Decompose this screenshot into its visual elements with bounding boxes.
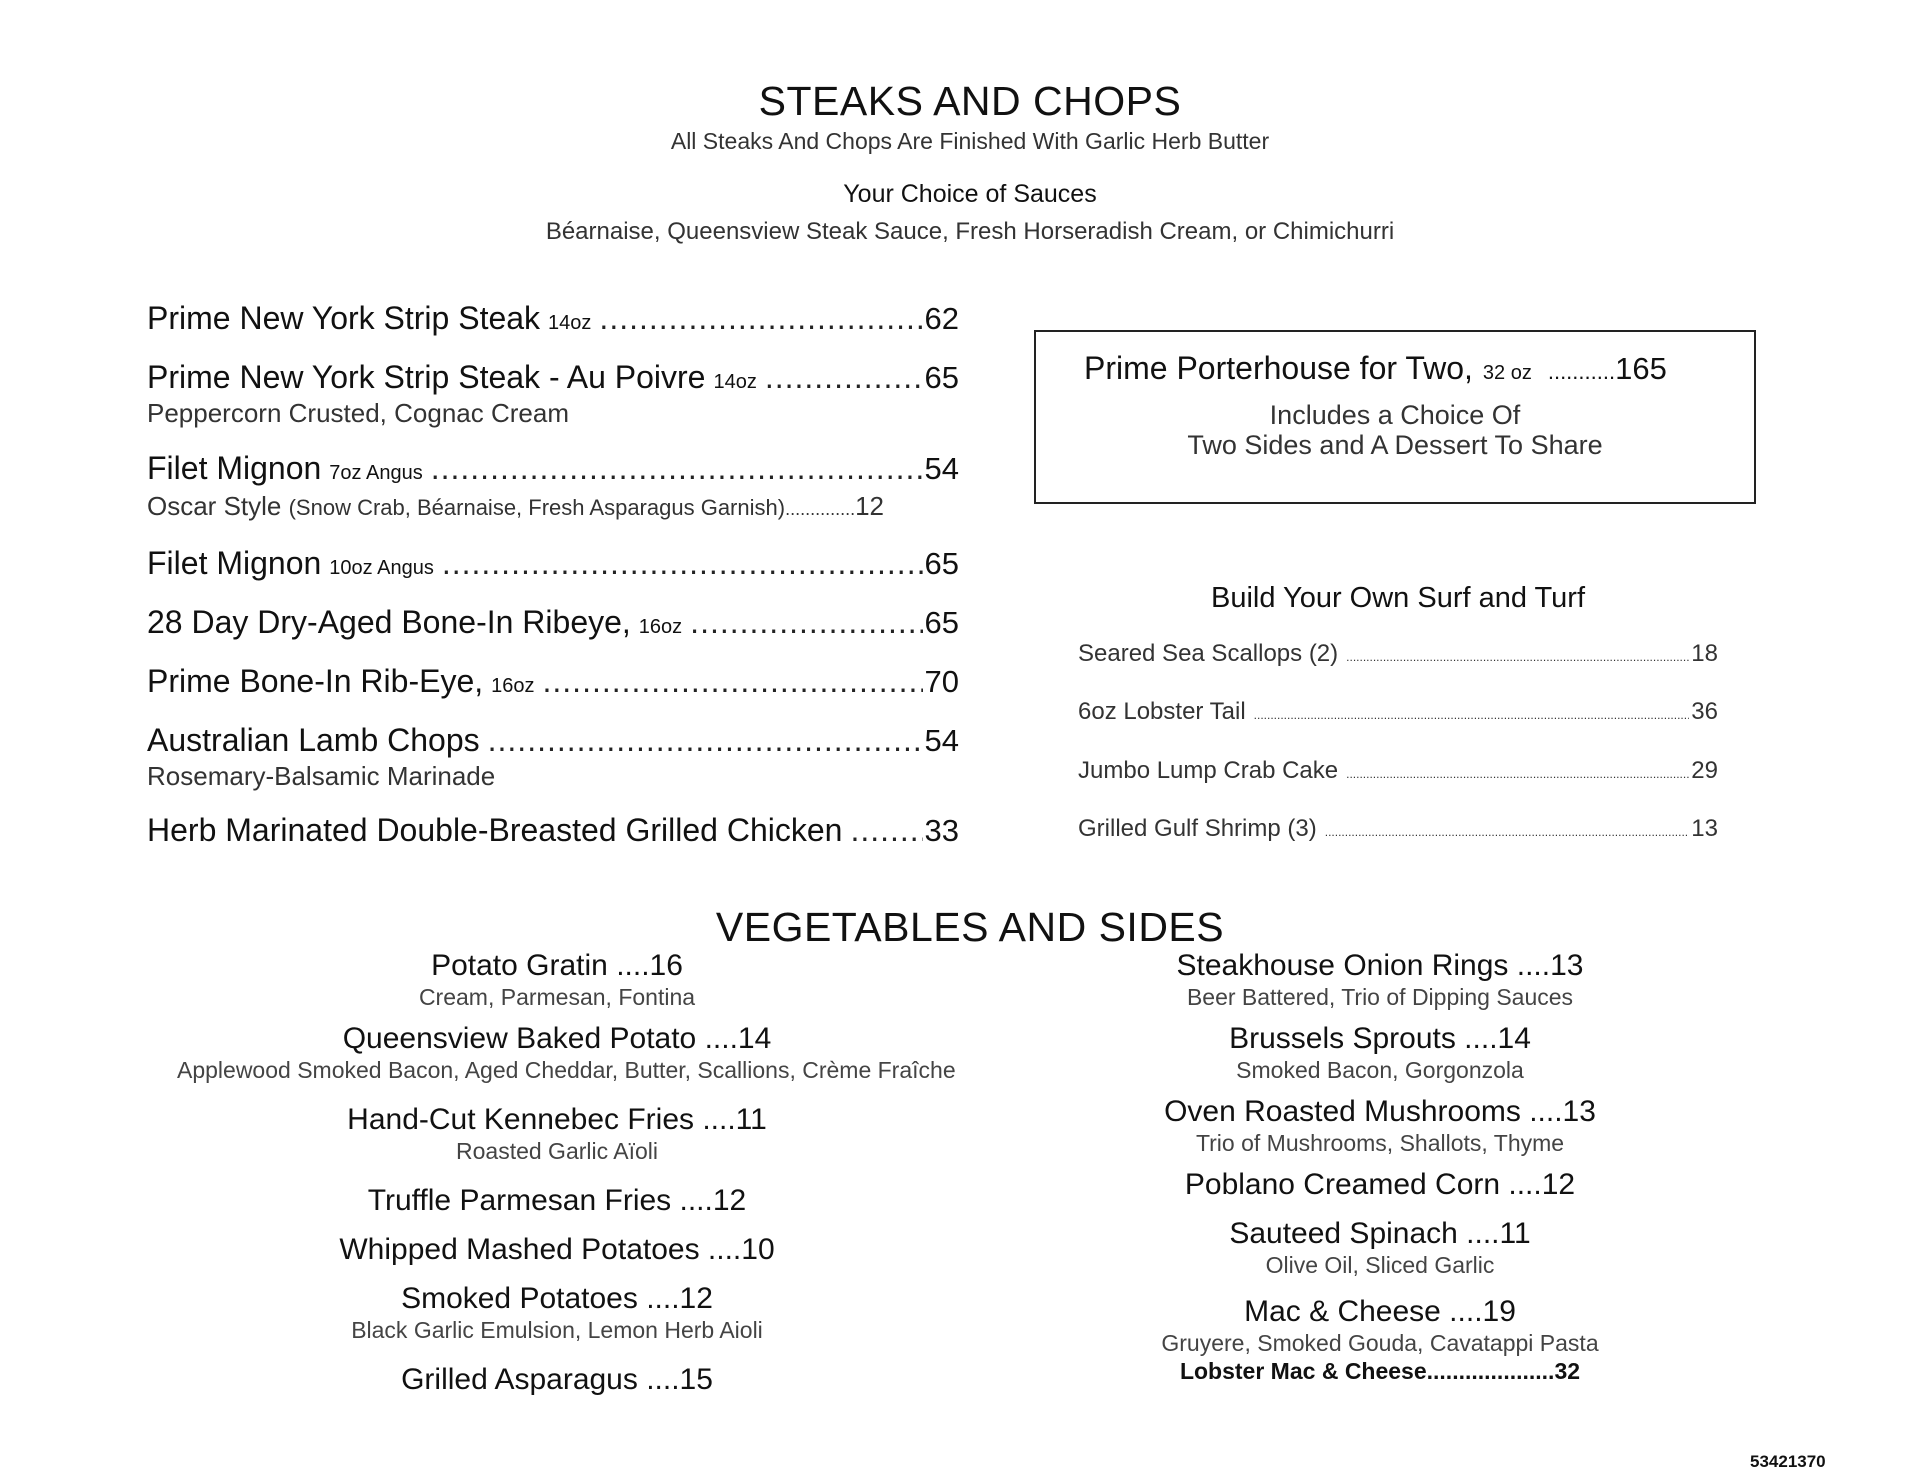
oscar-style-addon <box>147 491 927 522</box>
side-item <box>1000 1095 1760 1157</box>
porterhouse-line <box>1084 350 1667 387</box>
side-description: Olive Oil, Sliced Garlic <box>1265 1252 1495 1278</box>
sauces-heading: Your Choice of Sauces <box>843 180 1097 208</box>
item-price: 18 <box>1691 640 1718 667</box>
side-item <box>1000 1168 1760 1202</box>
item-name: Herb Marinated Double-Breasted Grilled Chicken <box>147 812 843 848</box>
side-description: Roasted Garlic Aïoli <box>456 1138 658 1164</box>
menu-item <box>147 450 959 522</box>
item-name: Australian Lamb Chops <box>147 722 480 758</box>
side-name: Oven Roasted Mushrooms ....13 <box>1164 1095 1596 1128</box>
item-price: 29 <box>1691 757 1718 784</box>
item-size: 14oz <box>713 371 757 393</box>
side-description: Cream, Parmesan, Fontina <box>418 984 696 1010</box>
oscar-detail: (Snow Crab, Béarnaise, Fresh Asparagus Garnish) <box>288 495 786 520</box>
menu-code: 53421370 <box>1750 1452 1826 1471</box>
item-description: Peppercorn Crusted, Cognac Cream <box>147 398 569 428</box>
side-item <box>177 1022 956 1084</box>
item-name: Prime Bone-In Rib-Eye, <box>147 663 484 699</box>
side-addon: Lobster Mac & Cheese....................32 <box>1179 1358 1581 1384</box>
menu-item <box>147 545 959 582</box>
side-item <box>177 1103 937 1165</box>
item-description: Rosemary-Balsamic Marinade <box>147 761 496 791</box>
side-item <box>1000 1217 1760 1279</box>
item-size: 16oz <box>638 616 683 638</box>
side-description: Black Garlic Emulsion, Lemon Herb Aioli <box>351 1317 763 1343</box>
item-price: 54 <box>924 451 959 486</box>
item-price: 65 <box>924 546 959 581</box>
side-description: Beer Battered, Trio of Dipping Sauces <box>1186 984 1574 1010</box>
sides-title: VEGETABLES AND SIDES <box>715 904 1225 950</box>
side-item <box>177 1282 937 1344</box>
item-price: 36 <box>1691 698 1718 725</box>
side-item <box>177 949 937 1011</box>
item-name: Prime New York Strip Steak - Au Poivre <box>147 359 706 395</box>
surf-turf-item <box>1078 815 1718 843</box>
item-price: 70 <box>924 664 959 699</box>
item-price: 54 <box>924 723 959 758</box>
item-size: 7oz Angus <box>329 462 423 484</box>
item-name: Seared Sea Scallops (2) <box>1078 640 1339 667</box>
porterhouse-name: Prime Porterhouse for Two, <box>1084 350 1473 386</box>
porterhouse-dots: ........... <box>1547 359 1616 384</box>
side-item <box>1000 1295 1760 1385</box>
menu-item <box>147 722 959 792</box>
item-name: Filet Mignon <box>147 545 322 581</box>
item-name: Filet Mignon <box>147 450 322 486</box>
side-description: Applewood Smoked Bacon, Aged Cheddar, Butter, Scallions, Crème Fraîche <box>177 1057 956 1083</box>
menu-item <box>147 359 959 429</box>
porterhouse-size: 32 oz <box>1482 362 1532 384</box>
porterhouse-price: 165 <box>1615 351 1667 386</box>
menu-item <box>147 300 959 337</box>
side-name: Smoked Potatoes ....12 <box>401 1282 713 1315</box>
item-name: 6oz Lobster Tail <box>1078 698 1246 725</box>
side-name: Truffle Parmesan Fries ....12 <box>367 1184 747 1217</box>
surf-turf-item <box>1078 757 1718 785</box>
page-subtitle: All Steaks And Chops Are Finished With Garlic Herb Butter <box>670 128 1270 154</box>
item-price: 65 <box>924 360 959 395</box>
side-name: Brussels Sprouts ....14 <box>1229 1022 1531 1055</box>
surf-turf-item <box>1078 640 1718 668</box>
surf-turf-heading: Build Your Own Surf and Turf <box>1211 582 1585 614</box>
side-item <box>177 1233 937 1267</box>
side-item <box>177 1184 937 1218</box>
side-name: Whipped Mashed Potatoes ....10 <box>339 1233 775 1266</box>
side-name: Mac & Cheese ....19 <box>1244 1295 1516 1328</box>
item-price: 33 <box>924 813 959 848</box>
oscar-label: Oscar Style <box>147 491 282 521</box>
sauces-list: Béarnaise, Queensview Steak Sauce, Fresh Horseradish Cream, or Chimichurri <box>545 218 1395 245</box>
item-size: 14oz <box>548 312 592 334</box>
side-item <box>177 1363 937 1397</box>
item-name: 28 Day Dry-Aged Bone-In Ribeye, <box>147 604 631 640</box>
item-price: 13 <box>1691 815 1718 842</box>
side-item <box>1000 1022 1760 1084</box>
side-name: Hand-Cut Kennebec Fries ....11 <box>347 1103 767 1136</box>
item-size: 10oz Angus <box>329 557 434 579</box>
item-name: Jumbo Lump Crab Cake <box>1078 757 1339 784</box>
item-size: 16oz <box>491 675 535 697</box>
side-name: Poblano Creamed Corn ....12 <box>1184 1168 1576 1201</box>
item-name: Prime New York Strip Steak <box>147 300 541 336</box>
porterhouse-desc-line2: Two Sides and A Dessert To Share <box>1187 430 1603 460</box>
item-price: 65 <box>924 605 959 640</box>
menu-item <box>147 812 959 849</box>
surf-turf-item <box>1078 698 1718 726</box>
side-name: Potato Gratin ....16 <box>431 949 683 982</box>
item-name: Grilled Gulf Shrimp (3) <box>1078 815 1317 842</box>
side-name: Steakhouse Onion Rings ....13 <box>1176 949 1584 982</box>
side-name: Grilled Asparagus ....15 <box>401 1363 713 1396</box>
oscar-price: 12 <box>855 491 884 521</box>
page-title: STEAKS AND CHOPS <box>758 78 1182 124</box>
menu-item <box>147 604 959 641</box>
side-description: Gruyere, Smoked Gouda, Cavatappi Pasta <box>1161 1330 1599 1356</box>
side-name: Queensview Baked Potato ....14 <box>342 1022 772 1055</box>
menu-item <box>147 663 959 700</box>
side-description: Trio of Mushrooms, Shallots, Thyme <box>1195 1130 1565 1156</box>
porterhouse-desc-line1: Includes a Choice Of <box>1269 400 1521 430</box>
item-price: 62 <box>924 301 959 336</box>
side-description: Smoked Bacon, Gorgonzola <box>1236 1057 1524 1083</box>
side-name: Sauteed Spinach ....11 <box>1229 1217 1531 1250</box>
porterhouse-box <box>1034 330 1756 504</box>
side-item <box>1000 949 1760 1011</box>
